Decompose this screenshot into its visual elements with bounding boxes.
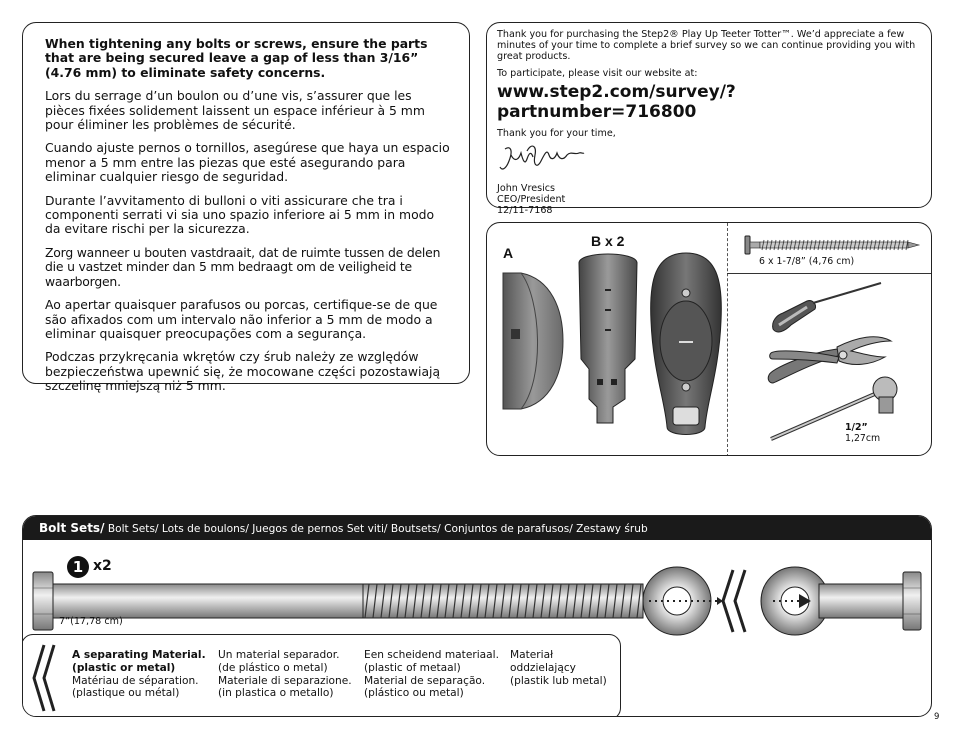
separator-pl-line2: (plastik lub metal)	[510, 674, 607, 687]
separator-it-line1: Materiale di separazione.	[218, 674, 352, 687]
separator-en-line1: A separating Material.	[72, 649, 206, 661]
separator-pt-line1: Material de separação.	[364, 674, 486, 687]
survey-thank-time: Thank you for your time,	[497, 128, 616, 139]
parts-box	[486, 222, 932, 456]
parts-divider-horizontal	[727, 273, 932, 274]
ceo-title: CEO/President	[497, 194, 566, 205]
separator-chevron-icon	[30, 643, 58, 713]
separator-es-line2: (de plástico o metal)	[218, 661, 328, 674]
separator-pt-line2: (plástico ou metal)	[364, 687, 464, 700]
bolt-sets-header-translations: Bolt Sets/ Lots de boulons/ Juegos de pernos Set viti/ Boutsets/ Conjuntos de parafusos/ Zestawy śrub	[104, 523, 648, 535]
safety-text-spanish: Cuando ajuste pernos o tornillos, asegúrese que haya un espacio menor a 5 mm entre las piezas que esté asegurando para eliminar cualquier riesgo de seguridad.	[45, 140, 450, 185]
screw-size-caption: 6 x 1-7/8” (4,76 cm)	[759, 256, 855, 267]
separator-nl-line2: (plastic of metaal)	[364, 661, 461, 674]
safety-text-french: Lors du serrage d’un boulon ou d’une vis, s’assurer que les pièces fixées solidement laissent un espace inférieur à 5 mm pour éliminer les problèmes de sécurité.	[45, 88, 425, 133]
bolt-length-caption: 7”(17,78 cm)	[59, 616, 123, 627]
separator-es-line1: Un material separador.	[218, 649, 340, 661]
survey-url-link[interactable]: www.step2.com/survey/?partnumber=716800	[497, 82, 736, 122]
safety-notice-box	[22, 22, 470, 394]
separator-col-4	[510, 649, 620, 687]
separator-fr-line2: (plastique ou métal)	[72, 687, 180, 700]
bolt-sets-header-bold: Bolt Sets/	[39, 521, 105, 535]
separator-en-line2: (plastic or metal)	[72, 661, 176, 674]
separator-it-line2: (in plastica o metallo)	[218, 687, 334, 700]
document-code: 12/11-7168	[497, 205, 553, 216]
part-label-a: A	[503, 245, 514, 261]
separator-col-1	[72, 649, 206, 700]
bolt-quantity: x2	[93, 558, 112, 574]
page-number: 9	[934, 712, 940, 722]
part-label-b: B x 2	[591, 233, 625, 249]
separator-col-3	[364, 649, 499, 700]
safety-text-dutch: Zorg wanneer u bouten vastdraait, dat de ruimte tussen de delen die u vastzet minder dan 5 mm bedraagt om de veiligheid te waarborgen.	[45, 244, 441, 289]
socket-size-metric: 1,27cm	[845, 433, 881, 444]
separator-fr-line1: Matériau de séparation.	[72, 674, 199, 687]
separator-legend-box	[22, 634, 621, 717]
signature-image	[497, 141, 587, 181]
socket-wrench-image	[767, 373, 917, 443]
part-c-handle-image	[647, 251, 725, 441]
separator-col-2	[218, 649, 352, 700]
safety-text-portuguese: Ao apertar quaisquer parafusos ou porcas, certifique-se de que são afixados com um intervalo não inferior a 5 mm de modo a eliminar quaisquer preocupações com a segurança.	[45, 297, 438, 341]
bolt-sets-header	[23, 516, 931, 540]
separator-nl-line1: Een scheidend materiaal.	[364, 649, 499, 661]
survey-participate: To participate, please visit our website at:	[497, 68, 698, 79]
bolt-assembly-image	[29, 566, 929, 636]
bolt-sets-box	[22, 515, 932, 717]
survey-box	[486, 22, 932, 216]
survey-thanks: Thank you for purchasing the Step2® Play Up Teeter Totter™. We’d appreciate a few minutes of your time to complete a brief survey so we can continue providing you with great products.	[497, 29, 916, 62]
safety-text-polish: Podczas przykręcania wkrętów czy śrub należy ze względów bezpieczeństwa upewnić się, że mocowane części pozostawiają szczelinę mniejszą niż 5 mm.	[45, 349, 441, 394]
parts-divider-vertical	[727, 223, 728, 456]
ceo-name: John Vresics	[497, 183, 556, 194]
part-a-seat-image	[501, 269, 565, 413]
screw-image	[743, 235, 923, 255]
separator-pl-line1: Materiał oddzielający	[510, 649, 576, 674]
safety-text-english: When tightening any bolts or screws, ensure the parts that are being secured leave a gap of less than 3/16” (4.76 mm) to eliminate safety concerns.	[45, 36, 428, 80]
safety-text-italian: Durante l’avvitamento di bulloni o viti assicurare che tra i componenti serrati vi sia uno spazio inferiore ai 5 mm in modo da evitare rischi per la sicurezza.	[45, 192, 435, 237]
socket-size-imperial: 1/2”	[845, 422, 868, 433]
part-b-bracket-image	[575, 249, 641, 429]
step-number-badge: 1	[67, 556, 89, 578]
